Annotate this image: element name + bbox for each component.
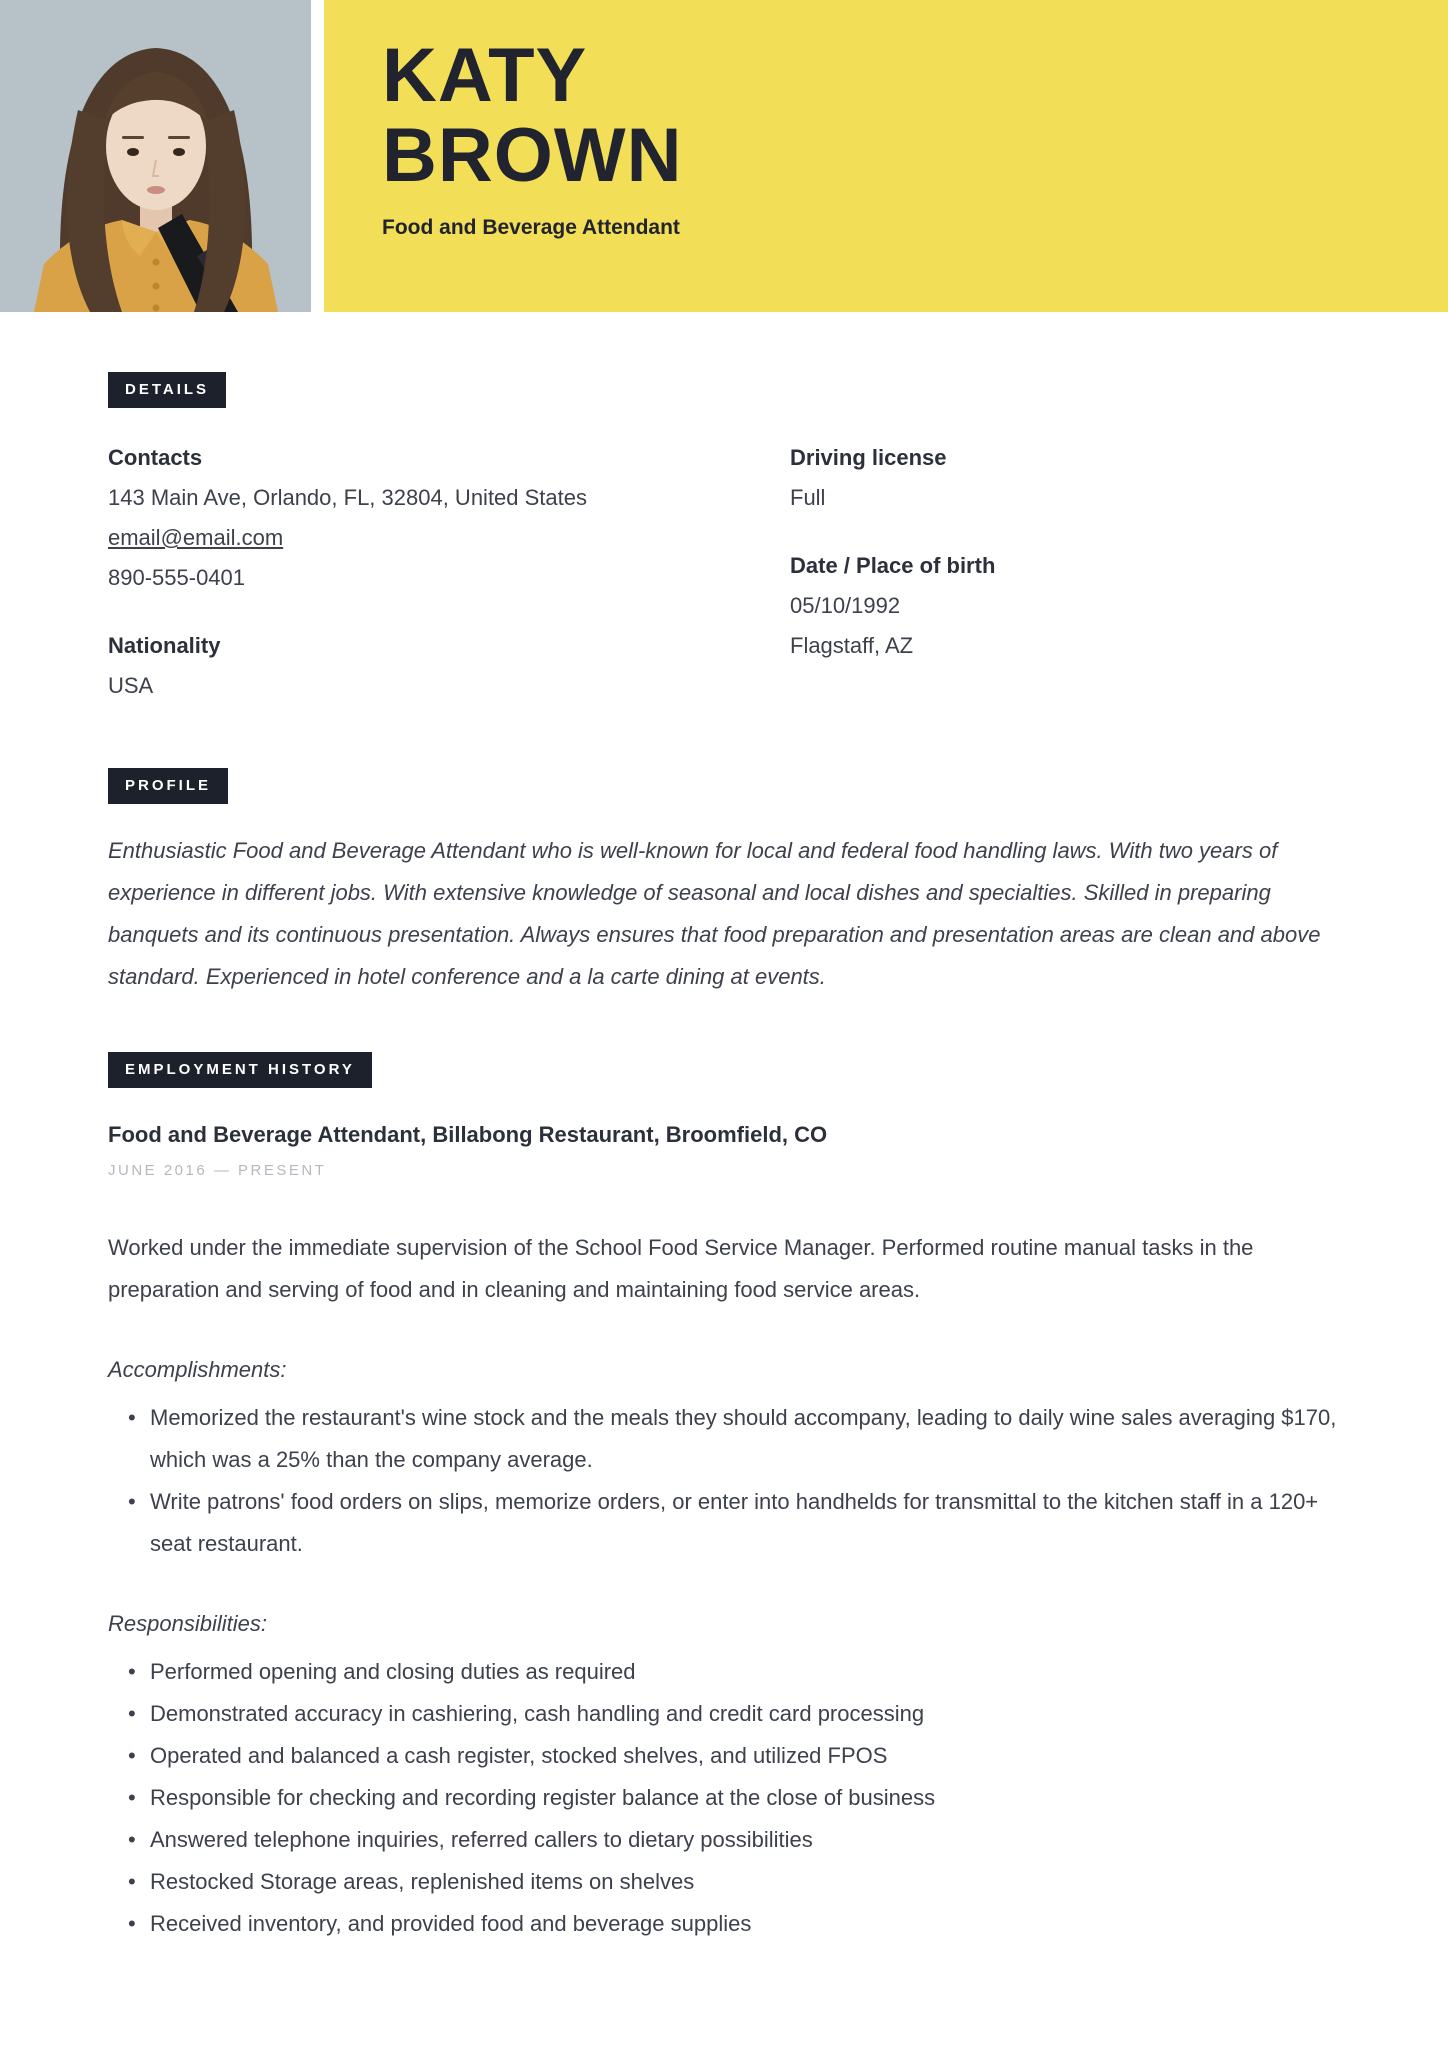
page-title: [382, 33, 1408, 198]
accomplishments-list: [108, 1397, 1340, 1565]
responsibility-item: • Operated and balanced a cash register, stocked shelves, and utilized FPOS: [108, 1735, 1340, 1777]
job-description: Worked under the immediate supervision of the School Food Service Manager. Performed routine manual tasks in the preparation and serving of food and in cleaning and maintaining food service areas.: [108, 1235, 1254, 1302]
email-row: [108, 518, 790, 558]
accomplishment-item: • Memorized the restaurant's wine stock and the meals they should accompany, leading to daily wine sales averaging $170, which was a 25% than the company average.: [108, 1397, 1340, 1481]
details-grid: [108, 410, 1340, 706]
accomplishments-label: Accomplishments:: [108, 1357, 287, 1382]
profile-photo: [0, 0, 311, 312]
birth-date-value: 05/10/1992: [790, 593, 901, 618]
driving-license-value: Full: [790, 485, 826, 510]
birth-label: Date / Place of birth: [790, 553, 996, 578]
responsibility-item: • Restocked Storage areas, replenished items on shelves: [108, 1861, 1340, 1903]
resume-body: [0, 312, 1448, 1945]
responsibility-item: • Answered telephone inquiries, referred callers to dietary possibilities: [108, 1819, 1340, 1861]
accomplishment-item: • Write patrons' food orders on slips, memorize orders, or enter into handhelds for transmittal to the kitchen staff in a 120+ seat restaurant.: [108, 1481, 1340, 1565]
birth-place-value: Flagstaff, AZ: [790, 633, 914, 658]
job-period: JUNE 2016 — PRESENT: [108, 1162, 327, 1179]
employment-section-badge: EMPLOYMENT HISTORY: [108, 1052, 372, 1088]
header: [0, 0, 1448, 312]
profile-summary: Enthusiastic Food and Beverage Attendant who is well-known for local and federal food handling laws. With two years of experience in different jobs. With extensive knowledge of seasonal and local dishes and specialties. Skilled in preparing banquets and its continuous presentation. Always ensures that food preparation and presentation areas are clean and above standard. Experienced in hotel conference and a la carte dining at events.: [108, 838, 1321, 989]
responsibility-item: • Received inventory, and provided food and beverage supplies: [108, 1903, 1340, 1945]
responsibilities-label: Responsibilities:: [108, 1611, 267, 1636]
masthead: [324, 0, 1448, 312]
phone-value: 890-555-0401: [108, 565, 246, 590]
nationality-label: Nationality: [108, 633, 221, 658]
responsibility-item: • Demonstrated accuracy in cashiering, cash handling and credit card processing: [108, 1693, 1340, 1735]
responsibility-item: • Performed opening and closing duties as required: [108, 1651, 1340, 1693]
responsibility-item: • Responsible for checking and recording register balance at the close of business: [108, 1777, 1340, 1819]
profile-section-badge: PROFILE: [108, 768, 228, 804]
job-subtitle: Food and Beverage Attendant: [382, 216, 680, 239]
email-link[interactable]: email@email.com: [108, 525, 284, 550]
details-section-badge: DETAILS: [108, 372, 226, 408]
responsibilities-list: [108, 1651, 1340, 1945]
last-name: BROWN: [382, 113, 683, 198]
address-value: 143 Main Ave, Orlando, FL, 32804, United States: [108, 485, 588, 510]
portrait-illustration: [0, 0, 311, 312]
nationality-value: USA: [108, 673, 154, 698]
job-title: Food and Beverage Attendant, Billabong Restaurant, Broomfield, CO: [108, 1122, 828, 1147]
driving-license-label: Driving license: [790, 445, 947, 470]
details-right-column: [790, 410, 1340, 706]
details-left-column: [108, 410, 790, 706]
contacts-label: Contacts: [108, 445, 203, 470]
header-gap: [311, 0, 324, 312]
first-name: KATY: [382, 33, 588, 118]
